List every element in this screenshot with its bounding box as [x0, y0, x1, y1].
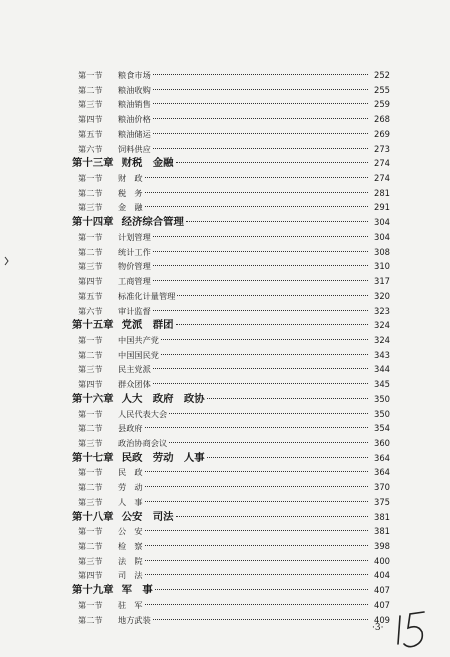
page-ref: 269 — [374, 128, 390, 139]
dot-leader — [153, 368, 368, 369]
section-title: 金 融 — [118, 202, 143, 213]
dot-leader — [169, 413, 368, 414]
dot-leader — [145, 545, 368, 546]
page-ref: 345 — [374, 379, 390, 390]
dot-leader — [145, 501, 368, 502]
toc-chapter-row — [72, 451, 390, 466]
toc-section-row — [72, 421, 390, 436]
page-ref: 404 — [374, 570, 390, 581]
dot-leader — [153, 74, 368, 75]
dot-leader — [145, 192, 368, 193]
dot-leader — [153, 118, 368, 119]
toc-section-row — [72, 97, 390, 112]
section-number: 第一节 — [78, 231, 103, 242]
section-number: 第二节 — [78, 541, 103, 551]
section-number: 第四节 — [78, 379, 103, 390]
section-number: 第三节 — [78, 437, 103, 448]
dot-leader — [161, 354, 368, 355]
dot-leader — [145, 206, 368, 207]
dot-leader — [153, 148, 368, 149]
toc-section-row — [72, 289, 390, 304]
dot-leader — [186, 221, 368, 222]
section-number: 第五节 — [78, 128, 103, 139]
dot-leader — [153, 89, 368, 90]
dot-leader — [145, 177, 368, 178]
section-number: 第二节 — [78, 423, 103, 434]
toc-chapter-row — [72, 392, 390, 407]
section-title: 政治协商会议 — [118, 437, 168, 448]
page-ref: 375 — [374, 496, 390, 507]
section-title: 司 法 — [118, 570, 143, 581]
dot-leader — [176, 162, 368, 163]
page-ref: 381 — [374, 511, 390, 522]
toc-section-row — [72, 186, 390, 201]
chapter-title: 经济综合管理 — [121, 216, 184, 229]
chapter-title: 人大 政府 政协 — [121, 392, 205, 405]
page-ref: 354 — [374, 423, 390, 434]
section-number: 第二节 — [78, 246, 103, 257]
chapter-number: 第十五章 — [72, 319, 114, 332]
dot-leader — [177, 295, 368, 296]
page-ref: 370 — [374, 482, 390, 493]
section-number: 第一节 — [78, 70, 103, 80]
toc-section-row — [72, 362, 390, 377]
section-title: 粮油销售 — [118, 99, 151, 110]
page-ref: 323 — [374, 305, 390, 316]
chapter-title: 财税 金融 — [121, 157, 174, 170]
toc-section-row — [72, 171, 390, 186]
dot-leader — [153, 251, 368, 252]
toc-section-row — [72, 480, 390, 495]
page-ref: 259 — [374, 99, 390, 110]
chapter-title: 公安 司法 — [121, 510, 174, 523]
toc-section-row — [72, 200, 390, 215]
dot-leader — [155, 589, 368, 590]
toc-section-row — [72, 436, 390, 451]
page-ref: 350 — [374, 393, 390, 404]
page-ref: 324 — [374, 334, 390, 345]
dot-leader — [176, 324, 368, 325]
page-ref: 343 — [374, 349, 390, 360]
page-ref: 407 — [374, 585, 390, 596]
toc-section-row — [72, 127, 390, 142]
section-title: 统计工作 — [118, 246, 151, 257]
page-ref: 398 — [374, 541, 390, 551]
dot-leader — [161, 339, 368, 340]
section-number: 第三节 — [78, 555, 103, 566]
section-number: 第六节 — [78, 143, 103, 154]
toc-section-row — [72, 142, 390, 157]
dot-leader — [153, 310, 368, 311]
chapter-number: 第十三章 — [72, 157, 114, 170]
page-ref: 409 — [374, 614, 390, 625]
page-ref: 400 — [374, 555, 390, 566]
dot-leader — [145, 471, 368, 472]
section-number: 第三节 — [78, 496, 103, 507]
page-number: ·3· — [372, 623, 384, 633]
section-number: 第一节 — [78, 467, 103, 478]
section-title: 物价管理 — [118, 261, 151, 272]
toc-section-row — [72, 83, 390, 98]
section-title: 粮油收购 — [118, 84, 151, 95]
chapter-title: 军 事 — [121, 584, 153, 597]
dot-leader — [153, 265, 368, 266]
dot-leader — [153, 280, 368, 281]
section-title: 人民代表大会 — [118, 408, 168, 419]
page-ref: 268 — [374, 114, 390, 125]
section-title: 民 政 — [118, 467, 143, 478]
toc-section-row — [72, 539, 390, 554]
toc-section-row — [72, 112, 390, 127]
page-ref: 252 — [374, 70, 390, 80]
toc-section-row — [72, 259, 390, 274]
section-number: 第三节 — [78, 202, 103, 213]
section-number: 第三节 — [78, 99, 103, 110]
section-number: 第三节 — [78, 261, 103, 272]
chapter-number: 第十八章 — [72, 510, 114, 523]
toc-section-row — [72, 598, 390, 613]
chapter-title: 民政 劳动 人事 — [121, 451, 205, 464]
dot-leader — [153, 619, 368, 620]
dot-leader — [176, 516, 368, 517]
toc-section-row — [72, 613, 390, 628]
toc-section-row — [72, 274, 390, 289]
dot-leader — [153, 383, 368, 384]
page-ref: 381 — [374, 526, 390, 537]
section-title: 中国国民党 — [118, 349, 159, 360]
toc-section-row — [72, 495, 390, 510]
section-number: 第二节 — [78, 187, 103, 198]
chapter-number: 第十七章 — [72, 451, 114, 464]
section-title: 人 事 — [118, 496, 143, 507]
section-number: 第一节 — [78, 334, 103, 345]
toc-section-row — [72, 377, 390, 392]
page-ref: 344 — [374, 364, 390, 375]
page-ref: 360 — [374, 437, 390, 448]
section-number: 第四节 — [78, 570, 103, 581]
section-title: 审计监督 — [118, 305, 151, 316]
section-title: 劳 动 — [118, 482, 143, 493]
section-number: 第四节 — [78, 114, 103, 125]
dot-leader — [145, 574, 368, 575]
section-title: 法 院 — [118, 555, 143, 566]
dot-leader — [145, 427, 368, 428]
section-title: 检 察 — [118, 541, 143, 551]
dot-leader — [145, 604, 368, 605]
section-number: 第一节 — [78, 599, 103, 610]
section-title: 计划管理 — [118, 231, 151, 242]
section-number: 第三节 — [78, 364, 103, 375]
dot-leader — [145, 560, 368, 561]
toc-chapter-row — [72, 318, 390, 333]
table-of-contents — [72, 68, 390, 627]
toc-section-row — [72, 348, 390, 363]
page-ref: 364 — [374, 452, 390, 463]
section-title: 民主党派 — [118, 364, 151, 375]
dot-leader — [153, 103, 368, 104]
chapter-number: 第十四章 — [72, 216, 114, 229]
page-ref: 274 — [374, 173, 390, 184]
section-title: 地方武装 — [118, 614, 151, 625]
section-title: 粮油价格 — [118, 114, 151, 125]
section-number: 第二节 — [78, 84, 103, 95]
toc-section-row — [72, 245, 390, 260]
section-title: 公 安 — [118, 526, 143, 537]
section-number: 第二节 — [78, 482, 103, 493]
chapter-number: 第十九章 — [72, 584, 114, 597]
page-ref: 317 — [374, 276, 390, 287]
section-number: 第二节 — [78, 614, 103, 625]
section-number: 第一节 — [78, 173, 103, 184]
page-ref: 291 — [374, 202, 390, 213]
page-ref: 304 — [374, 217, 390, 228]
section-title: 标准化计量管理 — [118, 290, 176, 301]
toc-section-row — [72, 554, 390, 569]
page-ref: 308 — [374, 246, 390, 257]
section-title: 粮食市场 — [118, 70, 151, 80]
toc-section-row — [72, 568, 390, 583]
handwritten-note — [394, 608, 434, 652]
section-title: 财 政 — [118, 173, 143, 184]
section-number: 第一节 — [78, 408, 103, 419]
toc-section-row — [72, 304, 390, 319]
dot-leader — [169, 442, 368, 443]
section-number: 第四节 — [78, 276, 103, 287]
toc-section-row — [72, 333, 390, 348]
dot-leader — [153, 236, 368, 237]
toc-section-row — [72, 68, 390, 83]
chapter-number: 第十六章 — [72, 392, 114, 405]
page-ref: 304 — [374, 231, 390, 242]
page-ref: 324 — [374, 320, 390, 331]
section-title: 县政府 — [118, 423, 143, 434]
dot-leader — [207, 457, 368, 458]
margin-mark — [4, 256, 10, 266]
page-ref: 364 — [374, 467, 390, 478]
section-title: 驻 军 — [118, 599, 143, 610]
section-number: 第五节 — [78, 290, 103, 301]
toc-section-row — [72, 524, 390, 539]
page-ref: 350 — [374, 408, 390, 419]
section-title: 工商管理 — [118, 276, 151, 287]
page-ref: 273 — [374, 143, 390, 154]
dot-leader — [145, 486, 368, 487]
section-title: 税 务 — [118, 187, 143, 198]
section-title: 饲料供应 — [118, 143, 151, 154]
dot-leader — [145, 530, 368, 531]
toc-chapter-row — [72, 583, 390, 598]
toc-section-row — [72, 465, 390, 480]
section-number: 第六节 — [78, 305, 103, 316]
page-ref: 255 — [374, 84, 390, 95]
dot-leader — [207, 398, 368, 399]
toc-chapter-row — [72, 156, 390, 171]
page-ref: 281 — [374, 187, 390, 198]
toc-chapter-row — [72, 215, 390, 230]
page-ref: 407 — [374, 599, 390, 610]
toc-section-row — [72, 230, 390, 245]
page-ref: 310 — [374, 261, 390, 272]
section-title: 粮油储运 — [118, 128, 151, 139]
section-number: 第一节 — [78, 526, 103, 537]
chapter-title: 党派 群团 — [121, 319, 174, 332]
section-number: 第二节 — [78, 349, 103, 360]
section-title: 中国共产党 — [118, 334, 159, 345]
page-ref: 320 — [374, 290, 390, 301]
toc-section-row — [72, 407, 390, 422]
section-title: 群众团体 — [118, 379, 151, 390]
toc-chapter-row — [72, 510, 390, 525]
dot-leader — [153, 133, 368, 134]
page-ref: 274 — [374, 158, 390, 169]
